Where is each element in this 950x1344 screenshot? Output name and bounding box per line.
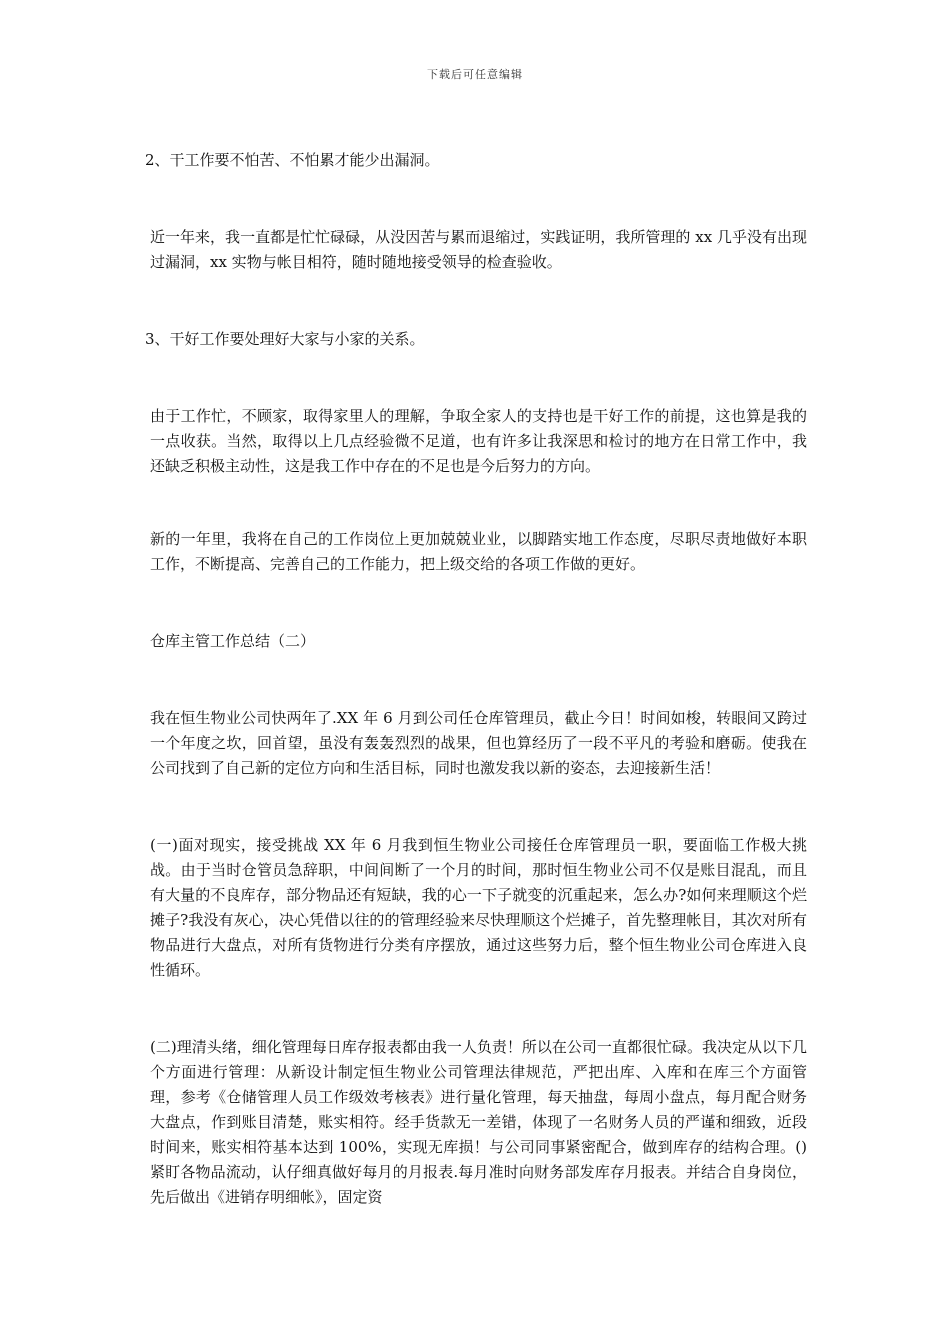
paragraph-body-4: 我在恒生物业公司快两年了.XX 年 6 月到公司任仓库管理员，截止今日！时间如梭，转眼间又跨过一个年度之坎，回首望，虽没有轰轰烈烈的战果，但也算经历了一段不平凡的考验和磨砺。使我在公司找到了自己新的定位方向和生活目标，同时也激发我以新的姿态，去迎接新生活！ <box>150 709 807 777</box>
paragraph-body-5: (一)面对现实，接受挑战 XX 年 6 月我到恒生物业公司接任仓库管理员一职，要面临工作极大挑战。由于当时仓管员急辞职，中间间断了一个月的时间，那时恒生物业公司不仅是账目混乱，而且有大量的不良库存，部分物品还有短缺，我的心一下子就变的沉重起来，怎么办?如何来理顺这个烂摊子?我没有灰心，决心凭借以往的的管理经验来尽快理顺这个烂摊子，首先整理帐目，其次对所有物品进行大盘点，对所有货物进行分类有序摆放，通过这些努力后，整个恒生物业公司仓库进入良性循环。 <box>150 836 807 979</box>
paragraph-body-2: 由于工作忙，不顾家，取得家里人的理解，争取全家人的支持也是干好工作的前提，这也算是我的一点收获。当然，取得以上几点经验微不足道，也有许多让我深思和检讨的地方在日常工作中，我还缺乏积极主动性，这是我工作中存在的不足也是今后努力的方向。 <box>150 407 807 475</box>
paragraph-point-3: 3、干好工作要处理好大家与小家的关系。 <box>145 330 425 348</box>
paragraph-point-2: 2、干工作要不怕苦、不怕累才能少出漏洞。 <box>145 151 440 169</box>
paragraph-body-3: 新的一年里，我将在自己的工作岗位上更加兢兢业业，以脚踏实地工作态度，尽职尽责地做好本职工作，不断提高、完善自己的工作能力，把上级交给的各项工作做的更好。 <box>150 530 807 573</box>
document-body <box>145 148 807 1210</box>
paragraph-body-1: 近一年来，我一直都是忙忙碌碌，从没因苦与累而退缩过，实践证明，我所管理的 xx 几乎没有出现过漏洞，xx 实物与帐目相符，随时随地接受领导的检查验收。 <box>150 228 807 271</box>
section-title: 仓库主管工作总结（二） <box>150 632 316 650</box>
page-header: 下载后可任意编辑 <box>427 68 523 81</box>
paragraph-body-6: (二)理清头绪，细化管理每日库存报表都由我一人负责！所以在公司一直都很忙碌。我决定从以下几个方面进行管理：从新设计制定恒生物业公司管理法律规范，严把出库、入库和在库三个方面管理，参考《仓储管理人员工作级效考核表》进行量化管理，每天抽盘，每周小盘点，每月配合财务大盘点，作到账目清楚，账实相符。经手货款无一差错，体现了一名财务人员的严谨和细致，近段时间来，账实相符基本达到 100%，实现无库损！与公司同事紧密配合，做到库存的结构合理。()紧盯各物品流动，认仔细真做好每月的月报表.每月准时向财务部发库存月报表。并结合自身岗位，先后做出《进销存明细帐》，固定资 <box>150 1038 807 1206</box>
